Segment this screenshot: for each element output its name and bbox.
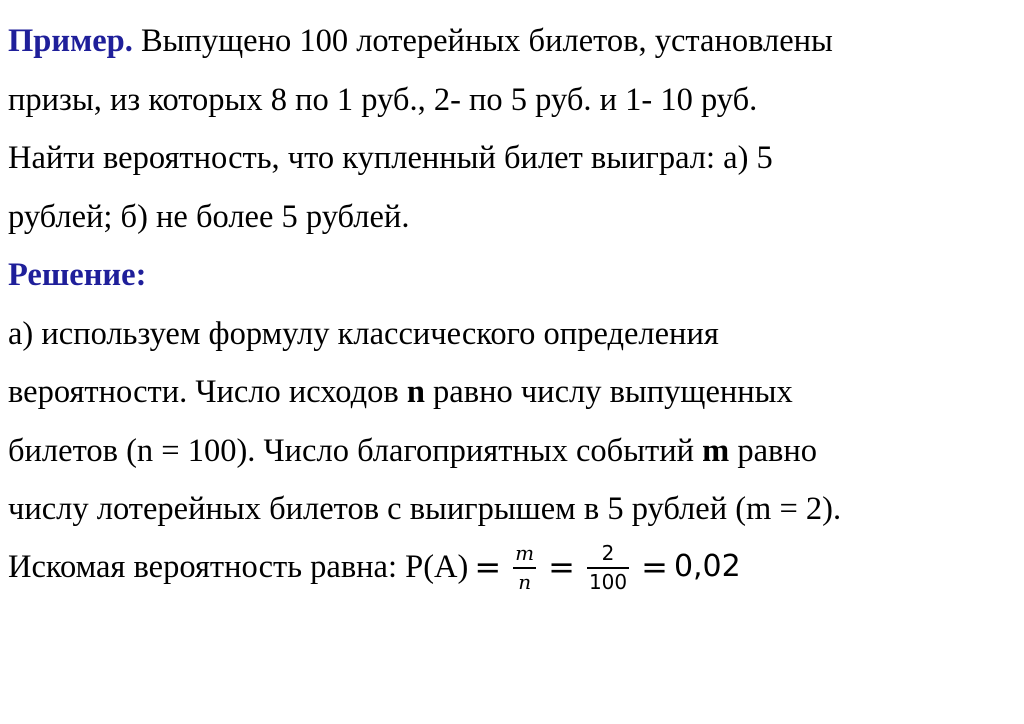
example-line-1 xyxy=(8,12,1012,71)
solution-text-3a: билетов (n = 100). Число благоприятных событий xyxy=(8,432,703,469)
example-line-4: рублей; б) не более 5 рублей. xyxy=(8,198,410,235)
fraction-bar xyxy=(513,567,536,569)
slide-content xyxy=(8,12,1012,603)
solution-line-1: а) используем формулу классического определения xyxy=(8,315,719,352)
equals-sign-1: = xyxy=(474,548,502,587)
fraction-2-over-100 xyxy=(587,543,629,592)
example-line-2: призы, из которых 8 по 1 руб., 2- по 5 руб. и 1- 10 руб. xyxy=(8,81,758,118)
example-label: Пример. xyxy=(8,23,133,59)
fraction-numerator-2: 2 xyxy=(601,541,615,565)
solution-text-3b: равно xyxy=(729,432,818,469)
solution-label: Решение: xyxy=(8,257,147,293)
fraction-bar xyxy=(587,567,629,569)
variable-n: n xyxy=(406,374,425,410)
solution-line-4: числу лотерейных билетов с выигрышем в 5 рублей (m = 2). xyxy=(8,491,842,527)
example-line-3: Найти вероятность, что купленный билет выиграл: а) 5 xyxy=(8,140,773,176)
solution-line-3 xyxy=(8,422,1012,481)
solution-text-2a: вероятности. Число исходов xyxy=(8,374,407,410)
fraction-m-over-n xyxy=(513,543,536,592)
equals-sign-2: = xyxy=(548,548,575,587)
fraction-denominator-100: 100 xyxy=(588,570,628,594)
variable-m: m xyxy=(702,432,730,469)
probability-formula xyxy=(8,533,1012,603)
formula-prefix: Искомая вероятность равна: Р(А) xyxy=(8,549,469,586)
solution-line-2 xyxy=(8,363,1012,422)
solution-text-2b: равно числу выпущенных xyxy=(424,374,793,410)
fraction-denominator-n: n xyxy=(518,570,532,594)
example-text-1: Выпущено 100 лотерейных билетов, установлены xyxy=(132,23,833,59)
equals-sign-3: = xyxy=(641,548,668,587)
probability-result: 0,02 xyxy=(673,549,741,585)
fraction-numerator-m: m xyxy=(515,541,535,565)
